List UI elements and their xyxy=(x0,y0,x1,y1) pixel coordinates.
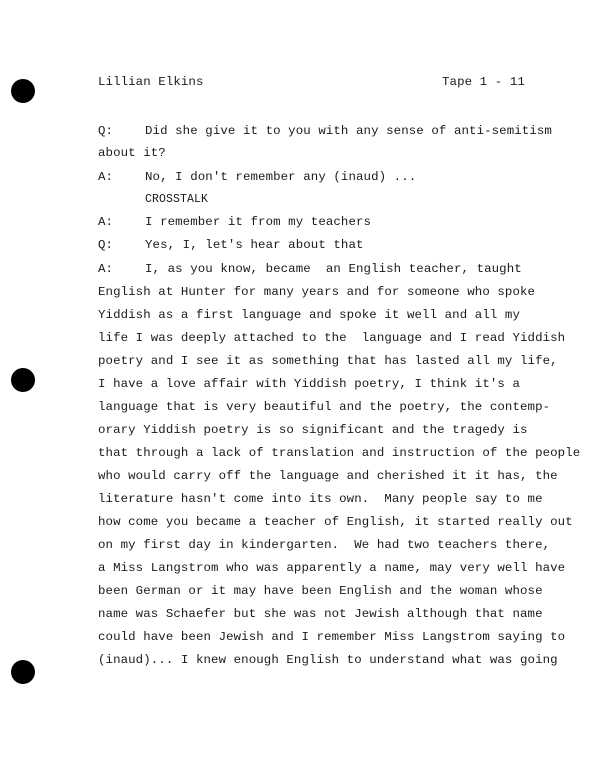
speaker-label: Q: xyxy=(98,124,114,138)
transcript-line: Yes, I, let's hear about that xyxy=(145,238,364,252)
speaker-label: A: xyxy=(98,170,114,184)
transcript-line: I remember it from my teachers xyxy=(145,215,372,229)
transcript-line: language that is very beautiful and the poetry, the contemp- xyxy=(98,400,551,414)
transcript-line: on my first day in kindergarten. We had two teachers there, xyxy=(98,538,551,552)
transcript-line: poetry and I see it as something that has lasted all my life, xyxy=(98,354,558,368)
transcript-line: could have been Jewish and I remember Miss Langstrom saying to xyxy=(98,630,566,644)
transcript-line: Did she give it to you with any sense of anti-semitism xyxy=(145,124,552,138)
transcript-line: orary Yiddish poetry is so significant and the tragedy is xyxy=(98,423,528,437)
transcript-line: Yiddish as a first language and spoke it well and all my xyxy=(98,308,520,322)
transcript-line: life I was deeply attached to the language and I read Yiddish xyxy=(98,331,566,345)
interviewee-name: Lillian Elkins xyxy=(98,75,204,89)
transcript-line: literature hasn't come into its own. Many people say to me xyxy=(98,492,543,506)
transcript-line: I, as you know, became an English teacher, taught xyxy=(145,262,522,276)
transcript-line: I have a love affair with Yiddish poetry, I think it's a xyxy=(98,377,520,391)
speaker-label: Q: xyxy=(98,238,114,252)
transcript-line: about it? xyxy=(98,146,166,160)
punch-hole-middle xyxy=(11,368,35,392)
transcript-line: name was Schaefer but she was not Jewish although that name xyxy=(98,607,543,621)
transcript-line: No, I don't remember any (inaud) ... xyxy=(145,170,417,184)
punch-hole-bottom xyxy=(11,660,35,684)
speaker-label: A: xyxy=(98,215,114,229)
punch-hole-top xyxy=(11,79,35,103)
transcript-line: (inaud)... I knew enough English to understand what was going xyxy=(98,653,558,667)
transcript-line: that through a lack of translation and instruction of the people xyxy=(98,446,581,460)
crosstalk-note: CROSSTALK xyxy=(145,193,209,206)
transcript-line: English at Hunter for many years and for someone who spoke xyxy=(98,285,536,299)
transcript-line: been German or it may have been English and the woman whose xyxy=(98,584,543,598)
speaker-label: A: xyxy=(98,262,114,276)
transcript-line: how come you became a teacher of English, it started really out xyxy=(98,515,573,529)
transcript-line: a Miss Langstrom who was apparently a name, may very well have xyxy=(98,561,566,575)
transcript-line: who would carry off the language and cherished it it has, the xyxy=(98,469,558,483)
tape-page-number: Tape 1 - 11 xyxy=(442,75,525,89)
